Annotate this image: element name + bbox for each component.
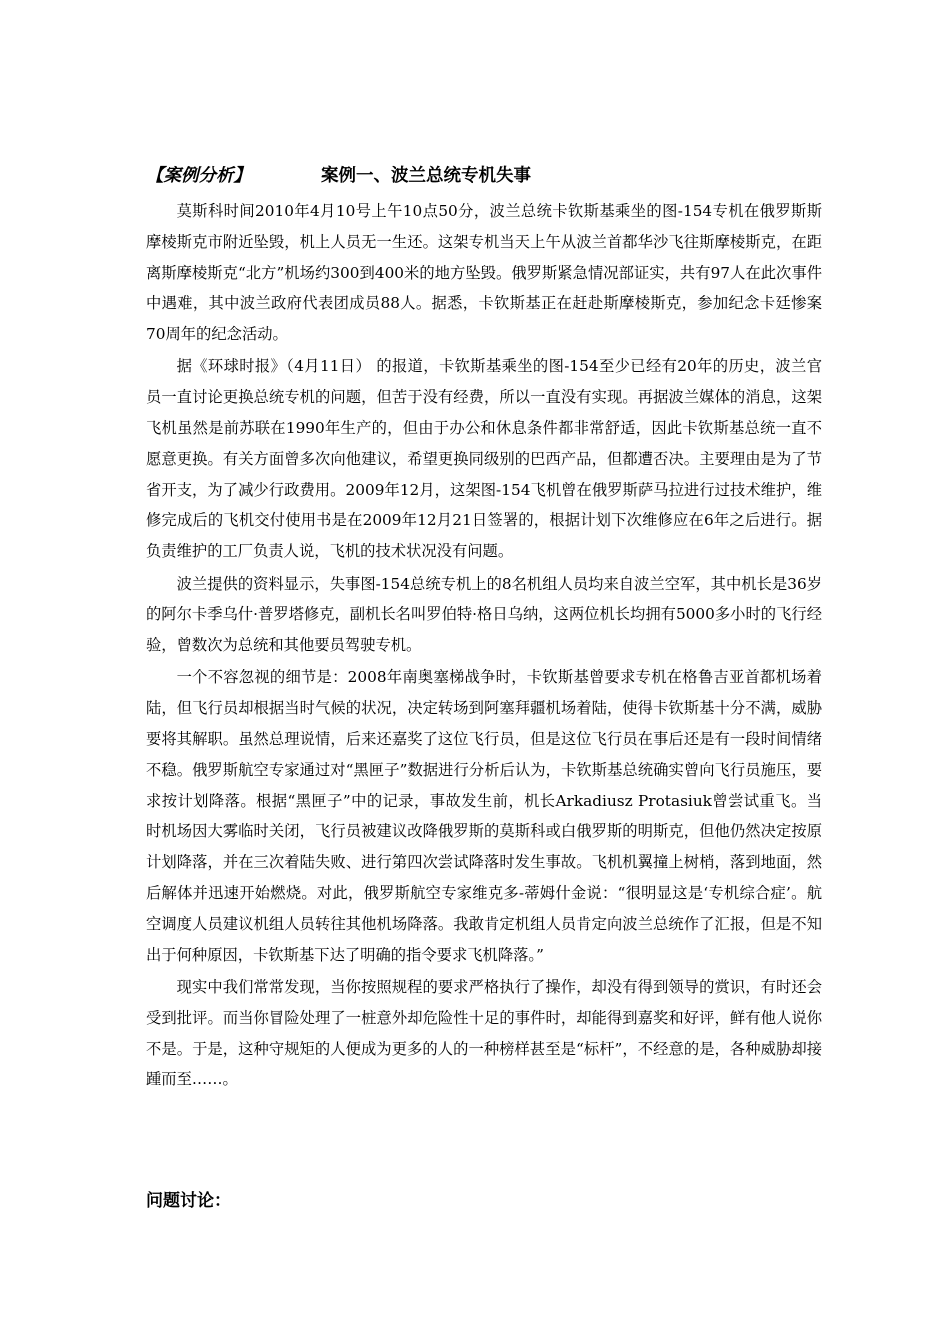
case-analysis-tag: 【案例分析】 [146, 166, 251, 186]
case-title: 案例一、波兰总统专机失事 [321, 166, 531, 186]
paragraph-crash-report: 莫斯科时间2010年4月10号上午10点50分，波兰总统卡钦斯基乘坐的图-154专机在俄罗斯斯摩棱斯克市附近坠毁，机上人员无一生还。这架专机当天上午从波兰首都华沙飞往斯摩棱斯克，在距离斯摩棱斯克“北方”机场约300到400米的地方坠毁。俄罗斯紧急情况部证实，共有97人在此次事件中遇难，其中波兰政府代表团成员88人。据悉，卡钦斯基正在赶赴斯摩棱斯克，参加纪念卡廷惨案70周年的纪念活动。 [146, 202, 822, 344]
case-body [146, 196, 822, 1095]
paragraph-reflection: 现实中我们常常发现，当你按照规程的要求严格执行了操作，却没有得到领导的赏识，有时还会受到批评。而当你冒险处理了一桩意外却危险性十足的事件时，却能得到嘉奖和好评，鲜有他人说你不是。于是，这种守规矩的人便成为更多的人的一种榜样甚至是“标杆”，不经意的是，各种威胁却接踵而至……。 [146, 977, 822, 1089]
paragraph-aircraft-history: 据《环球时报》（4月11日） 的报道，卡钦斯基乘坐的图-154至少已经有20年的历史，波兰官员一直讨论更换总统专机的问题，但苦于没有经费，所以一直没有实现。再据波兰媒体的消息，这架飞机虽然是前苏联在1990年生产的，但由于办公和休息条件都非常舒适，因此卡钦斯基总统一直不愿意更换。有关方面曾多次向他建议，希望更换同级别的巴西产品，但都遭否决。主要理由是为了节省开支，为了减少行政费用。2009年12月，这架图-154飞机曾在俄罗斯萨马拉进行过技术维护，维修完成后的飞机交付使用书是在2009年12月21日签署的，根据计划下次维修应在6年之后进行。据负责维护的工厂负责人说，飞机的技术状况没有问题。 [146, 357, 822, 561]
case-title-line [146, 160, 826, 192]
paragraph-critical-detail: 一个不容忽视的细节是：2008年南奥塞梯战争时，卡钦斯基曾要求专机在格鲁吉亚首都机场着陆，但飞行员却根据当时气候的状况，决定转场到阿塞拜疆机场着陆，使得卡钦斯基十分不满，威胁要将其解职。虽然总理说情，后来还嘉奖了这位飞行员，但是这位飞行员在事后还是有一段时间情绪不稳。俄罗斯航空专家通过对“黑匣子”数据进行分析后认为，卡钦斯基总统确实曾向飞行员施压，要求按计划降落。根据“黑匣子”中的记录，事故发生前，机长Arkadiusz Protasiuk曾尝试重飞。当时机场因大雾临时关闭，飞行员被建议改降俄罗斯的莫斯科或白俄罗斯的明斯克，但他仍然决定按原计划降落，并在三次着陆失败、进行第四次尝试降落时发生事故。飞机机翼撞上树梢，落到地面，然后解体并迅速开始燃烧。对此，俄罗斯航空专家维克多-蒂姆什金说：“很明显这是‘专机综合症’。航空调度人员建议机组人员转往其他机场降落。我敢肯定机组人员肯定向波兰总统作了汇报，但是不知出于何种原因，卡钦斯基下达了明确的指令要求飞机降落。” [146, 668, 822, 964]
discussion-heading: 问题讨论： [146, 1191, 231, 1211]
paragraph-crew-info: 波兰提供的资料显示，失事图-154总统专机上的8名机组人员均来自波兰空军，其中机长是36岁的阿尔卡季乌什·普罗塔修克，副机长名叫罗伯特·格日乌纳，这两位机长均拥有5000多小时的飞行经验，曾数次为总统和其他要员驾驶专机。 [146, 574, 822, 655]
